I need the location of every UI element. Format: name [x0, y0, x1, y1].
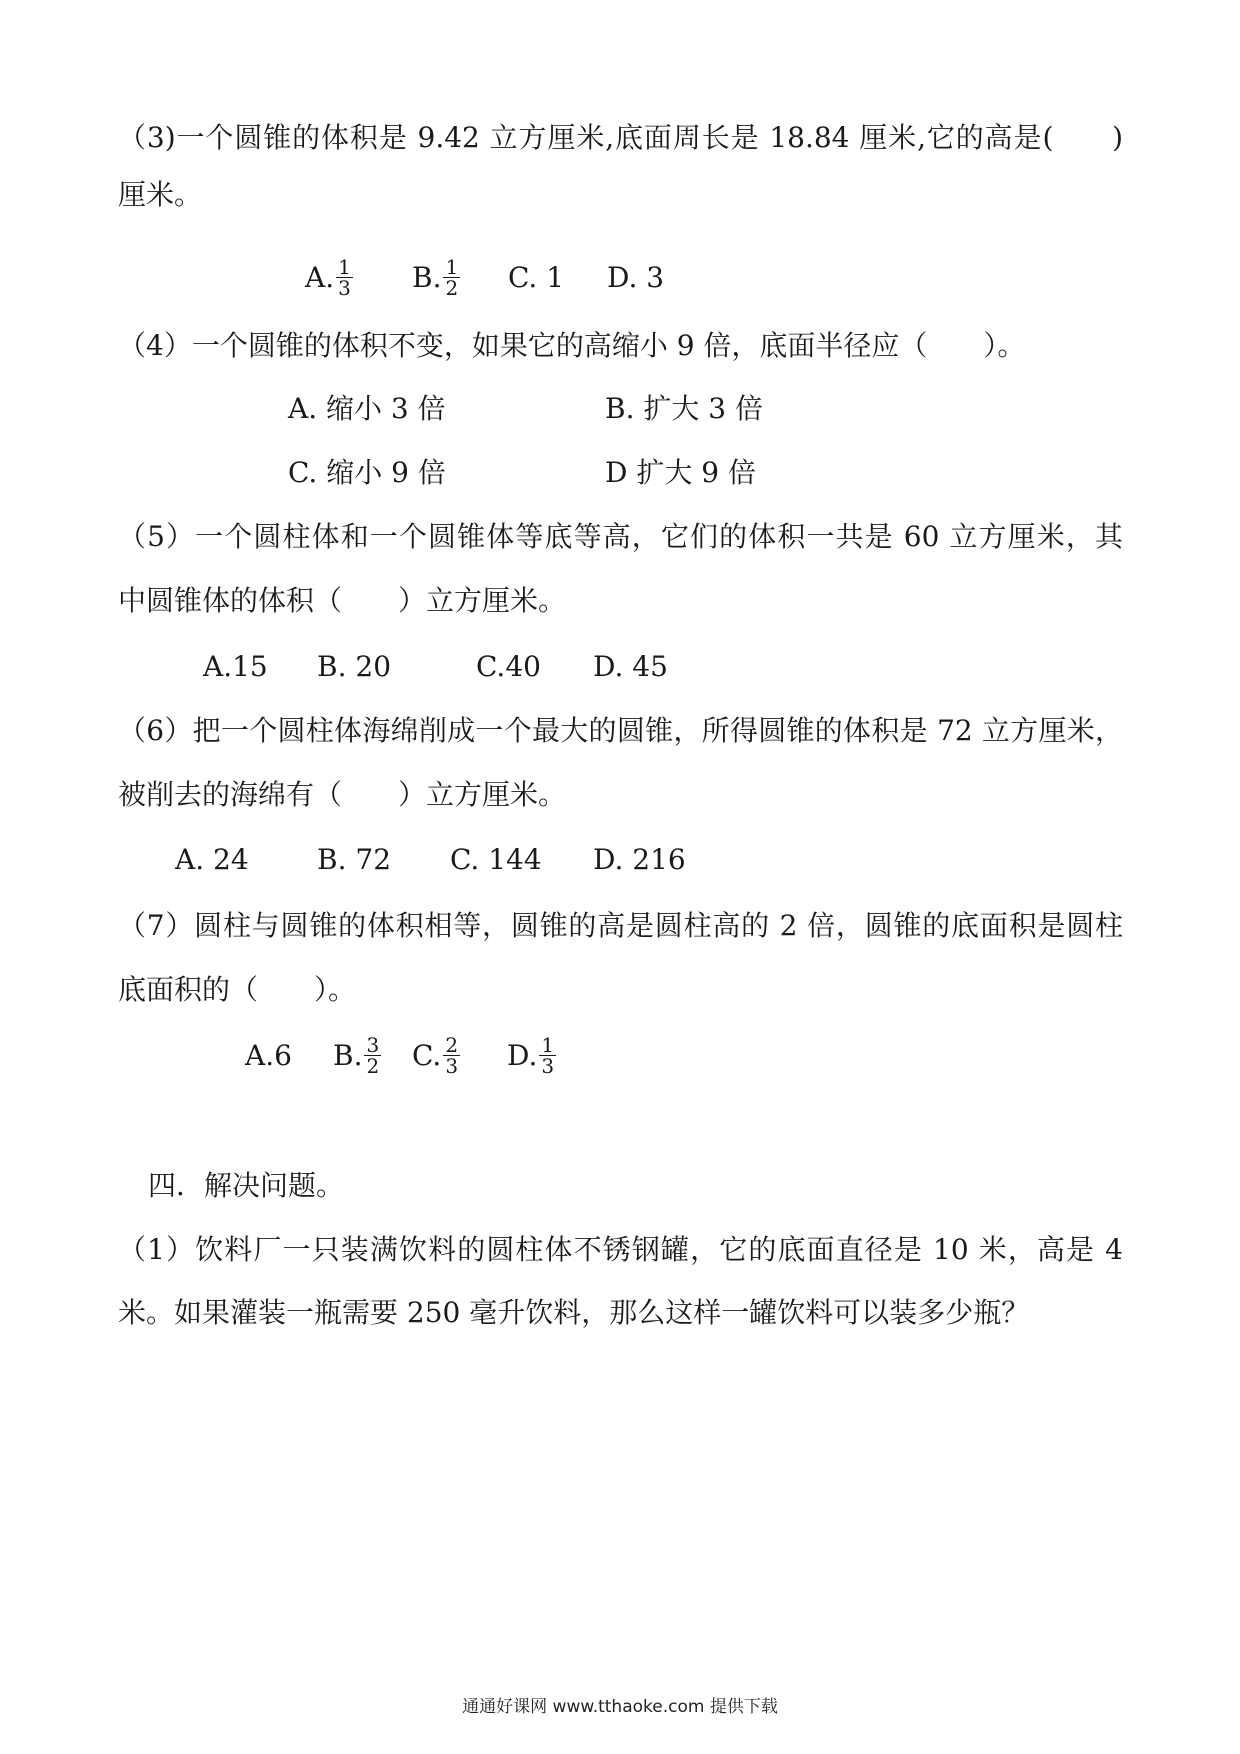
- fraction-numerator: 1: [541, 1033, 555, 1057]
- fraction-numerator: 3: [366, 1033, 380, 1057]
- q7-option-b: [333, 1033, 381, 1078]
- q7-option-a: A.6: [245, 1039, 292, 1072]
- section4-heading: 四．解决问题。: [148, 1169, 345, 1202]
- q4-option-c: C. 缩小 9 倍: [288, 456, 446, 489]
- q4-option-b: B. 扩大 3 倍: [605, 392, 763, 425]
- q5-option-d: D. 45: [593, 650, 668, 683]
- page-footer: 通通好课网 www.tthaoke.com 提供下载: [462, 1697, 778, 1717]
- q7-option-d: [507, 1033, 556, 1078]
- q7-option-b-label: B.: [333, 1039, 363, 1072]
- fraction-numerator: 1: [338, 255, 351, 279]
- fraction-denominator: 3: [541, 1054, 555, 1078]
- q6-option-c: C. 144: [450, 843, 542, 876]
- q7-option-b-fraction: [364, 1035, 381, 1076]
- q5-option-c: C.40: [476, 650, 541, 683]
- q7-option-d-label: D.: [507, 1039, 538, 1072]
- q3-option-b-label: B.: [412, 261, 442, 294]
- q6-option-d: D. 216: [593, 843, 686, 876]
- fraction-numerator: 2: [445, 1033, 459, 1057]
- q3-option-d: D. 3: [607, 261, 665, 294]
- q7-option-c: [412, 1033, 460, 1078]
- q3-option-a-label: A.: [305, 261, 335, 294]
- q7-text-line1: （7）圆柱与圆锥的体积相等，圆锥的高是圆柱高的 2 倍，圆锥的底面积是圆柱: [118, 909, 1123, 942]
- q3-text-line2: 厘米。: [118, 178, 203, 211]
- fraction-denominator: 2: [366, 1054, 380, 1078]
- q7-option-c-fraction: [443, 1035, 460, 1076]
- fraction-denominator: 2: [445, 276, 459, 300]
- q6-option-a: A. 24: [175, 843, 249, 876]
- q3-option-c: C. 1: [508, 261, 565, 294]
- q4-text-line1: （4）一个圆锥的体积不变，如果它的高缩小 9 倍，底面半径应（ ）。: [118, 329, 1026, 362]
- fraction-denominator: 3: [338, 276, 351, 300]
- q6-text-line1: （6）把一个圆柱体海绵削成一个最大的圆锥，所得圆锥的体积是 72 立方厘米，: [118, 714, 1123, 747]
- q6-text-line2: 被削去的海绵有（ ）立方厘米。: [118, 778, 567, 811]
- q5-text-line2: 中圆锥体的体积（ ）立方厘米。: [118, 584, 567, 617]
- q3-option-a-fraction: [336, 257, 353, 298]
- q7-text-line2: 底面积的（ ）。: [118, 973, 357, 1006]
- q5-option-b: B. 20: [317, 650, 392, 683]
- section4-problem1-line1: （1）饮料厂一只装满饮料的圆柱体不锈钢罐，它的底面直径是 10 米，高是 4: [118, 1233, 1123, 1266]
- q6-option-b: B. 72: [317, 843, 392, 876]
- q5-option-a: A.15: [203, 650, 268, 683]
- q3-text-line1: （3)一个圆锥的体积是 9.42 立方厘米,底面周长是 18.84 厘米,它的高是( ): [118, 121, 1123, 154]
- q5-text-line1: （5）一个圆柱体和一个圆锥体等底等高，它们的体积一共是 60 立方厘米，其: [118, 520, 1123, 553]
- fraction-numerator: 1: [445, 255, 459, 279]
- fraction-denominator: 3: [445, 1054, 459, 1078]
- q3-option-b: [412, 255, 460, 300]
- q4-option-a: A. 缩小 3 倍: [288, 392, 446, 425]
- q3-option-b-fraction: [443, 257, 460, 298]
- q4-option-d: D 扩大 9 倍: [605, 456, 756, 489]
- section4-problem1-line2: 米。如果灌装一瓶需要 250 毫升饮料，那么这样一罐饮料可以装多少瓶？: [118, 1296, 1030, 1329]
- q7-option-d-fraction: [539, 1035, 556, 1076]
- q3-option-a: [305, 255, 353, 300]
- q7-option-c-label: C.: [412, 1039, 442, 1072]
